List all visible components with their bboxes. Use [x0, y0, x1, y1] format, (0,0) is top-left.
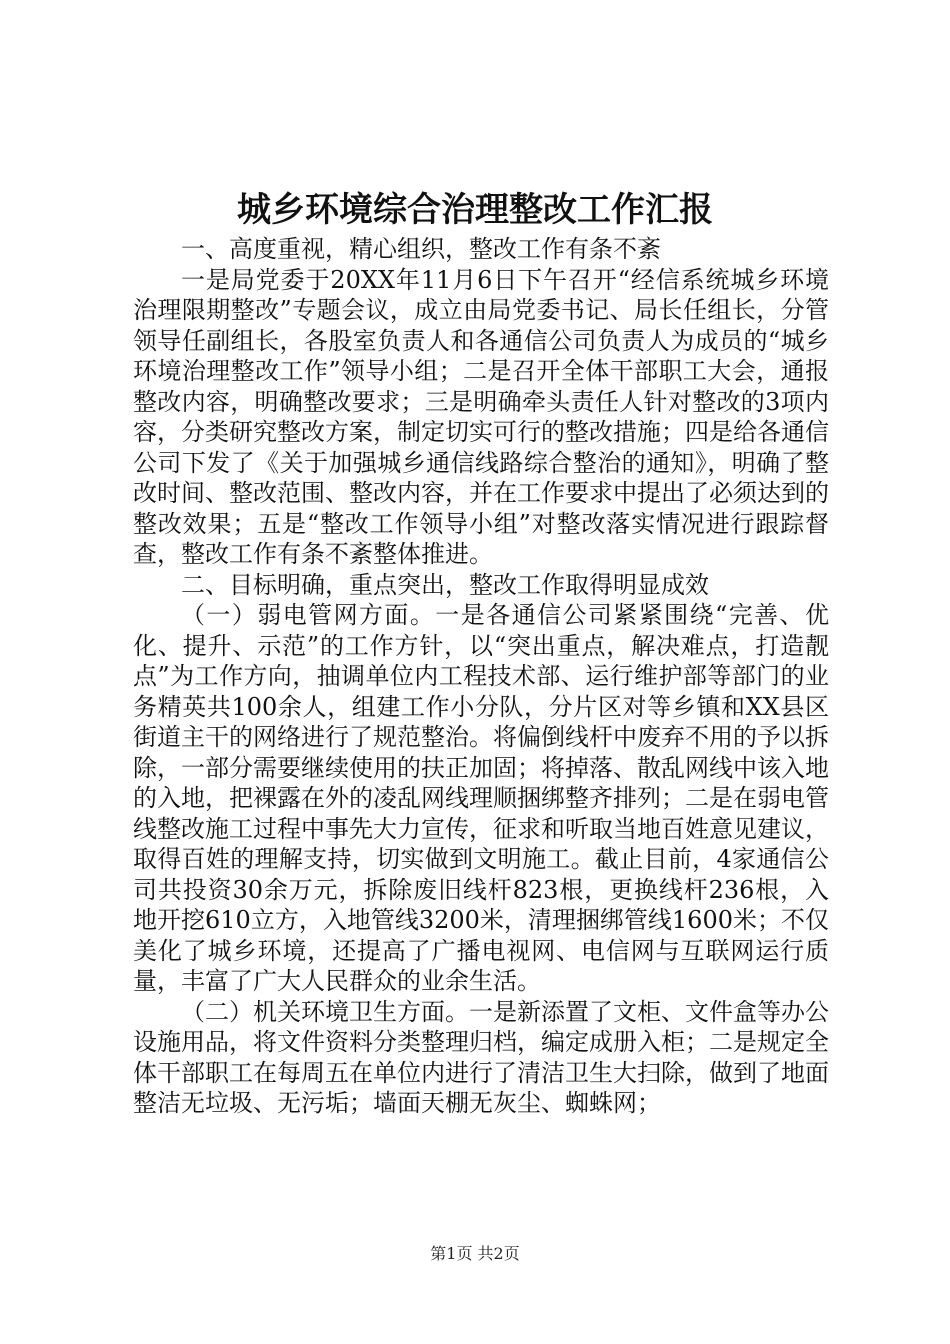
body-paragraph-3: （二）机关环境卫生方面。一是新添置了文柜、文件盒等办公设施用品，将文件资料分类整理归档，编定成册入柜；二是规定全体干部职工在每周五在单位内进行了清洁卫生大扫除，做到了地面整洁无垃圾、无污垢；墙面天棚无灰尘、蜘蛛网； [133, 997, 829, 1117]
document-body [133, 234, 829, 1119]
body-paragraph-1: 一是局党委于20XX年11月6日下午召开“经信系统城乡环境治理限期整改”专题会议，成立由局党委书记、局长任组长，分管领导任副组长，各股室负责人和各通信公司负责人为成员的“城乡环境治理整改工作”领导小组；二是召开全体干部职工大会，通报整改内容，明确整改要求；三是明确牵头责任人针对整改的3项内容，分类研究整改方案，制定切实可行的整改措施；四是给各通信公司下发了《关于加强城乡通信线路综合整治的通知》，明确了整改时间、整改范围、整改内容，并在工作要求中提出了必须达到的整改效果；五是“整改工作领导小组”对整改落实情况进行跟踪督查，整改工作有条不紊整体推进。 [133, 265, 829, 568]
page-number-footer: 第1页 共2页 [430, 1244, 520, 1263]
body-paragraph-2: （一）弱电管网方面。一是各通信公司紧紧围绕“完善、优化、提升、示范”的工作方针，以“突出重点，解决难点，打造靓点”为工作方向，抽调单位内工程技术部、运行维护部等部门的业务精英共100余人，组建工作小分队，分片区对等乡镇和XX县区街道主干的网络进行了规范整治。将偏倒线杆中废弃不用的予以拆除，一部分需要继续使用的扶正加固；将掉落、散乱网线中该入地的入地，把裸露在外的凌乱网线理顺捆绑整齐排列；二是在弱电管线整改施工过程中事先大力宣传，征求和听取当地百姓意见建议，取得百姓的理解支持，切实做到文明施工。截止目前，4家通信公司共投资30余万元，拆除废旧线杆823根，更换线杆236根，入地开挖610立方，入地管线3200米，清理捆绑管线1600米；不仅美化了城乡环境，还提高了广播电视网、电信网与互联网运行质量，丰富了广大人民群众的业余生活。 [133, 601, 829, 995]
section-heading-2: 二、目标明确，重点突出，整改工作取得明显成效 [181, 570, 709, 599]
document-title: 城乡环境综合治理整改工作汇报 [237, 190, 713, 230]
section-heading-1: 一、高度重视，精心组织，整改工作有条不紊 [181, 235, 661, 263]
